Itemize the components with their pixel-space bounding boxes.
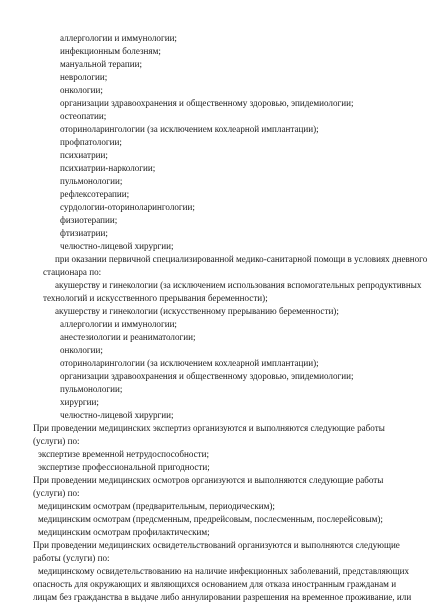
document-line: аллергологии и иммунологии; (60, 319, 177, 329)
document-line: челюстно-лицевой хирургии; (60, 410, 174, 420)
document-line: онкологии; (60, 345, 103, 355)
document-line: При проведении медицинских освидетельствований организуются и выполняются следующие (33, 540, 400, 550)
document-line: фтизиатрии; (60, 228, 108, 238)
document-line: остеопатии; (60, 111, 107, 121)
document-line: профпатологии; (60, 137, 122, 147)
document-line: рефлексотерапии; (60, 189, 130, 199)
document-line: экспертизе профессиональной пригодности; (38, 462, 210, 472)
document-line: сурдологии-оториноларингологии; (60, 202, 195, 212)
document-line: хирургии; (60, 397, 99, 407)
document-line: физиотерапии; (60, 215, 118, 225)
document-line: психиатрии-наркологии; (60, 163, 156, 173)
document-line: (услуги) по: (33, 436, 80, 446)
document-line: организации здравоохранения и общественному здоровью, эпидемиологии; (60, 98, 354, 108)
document-line: опасность для окружающих и являющихся основанием для отказа иностранным гражданам и (33, 579, 397, 589)
document-line: мануальной терапии; (60, 59, 142, 69)
document-line: организации здравоохранения и общественному здоровью, эпидемиологии; (60, 371, 354, 381)
document-line: психиатрии; (60, 150, 108, 160)
document-line: пульмонологии; (60, 384, 123, 394)
document-line: при оказании первичной специализированной медико-санитарной помощи в условиях дневного (55, 254, 428, 264)
document-line: медицинским осмотрам (предсменным, предрейсовым, послесменным, послерейсовым); (38, 514, 383, 524)
document-body (0, 32, 430, 604)
document-line: онкологии; (60, 85, 103, 95)
document-line: медицинским осмотрам (предварительным, периодическим); (38, 501, 275, 511)
document-line: экспертизе временной нетрудоспособности; (38, 449, 210, 459)
document-line: акушерству и гинекологии (искусственному прерыванию беременности); (55, 306, 339, 316)
document-line: работы (услуги) по: (33, 553, 110, 563)
document-line: При проведении медицинских осмотров организуются и выполняются следующие работы (33, 475, 384, 485)
document-line: оториноларингологии (за исключением кохлеарной имплантации); (60, 124, 319, 134)
document-line: аллергологии и иммунологии; (60, 33, 177, 43)
document-line: технологий и искусственного прерывания беременности); (43, 293, 268, 303)
document-line: челюстно-лицевой хирургии; (60, 241, 174, 251)
document-line: анестезиологии и реаниматологии; (60, 332, 196, 342)
document-line: лицам без гражданства в выдаче либо аннулировании разрешения на временное проживание, или (33, 592, 412, 602)
document-line: акушерству и гинекологии (за исключением использования вспомогательных репродуктивных (55, 280, 422, 290)
document-line: неврологии; (60, 72, 108, 82)
document-line: медицинскому освидетельствованию на наличие инфекционных заболеваний, представляющих (38, 566, 410, 576)
document-line: оториноларингологии (за исключением кохлеарной имплантации); (60, 358, 319, 368)
document-line: При проведении медицинских экспертиз организуются и выполняются следующие работы (33, 423, 385, 433)
document-line: медицинским осмотрам профилактическим; (38, 527, 210, 537)
document-line: стационара по: (43, 267, 102, 277)
document-line: (услуги) по: (33, 488, 80, 498)
document-line: пульмонологии; (60, 176, 123, 186)
document-line: инфекционным болезням; (60, 46, 161, 56)
